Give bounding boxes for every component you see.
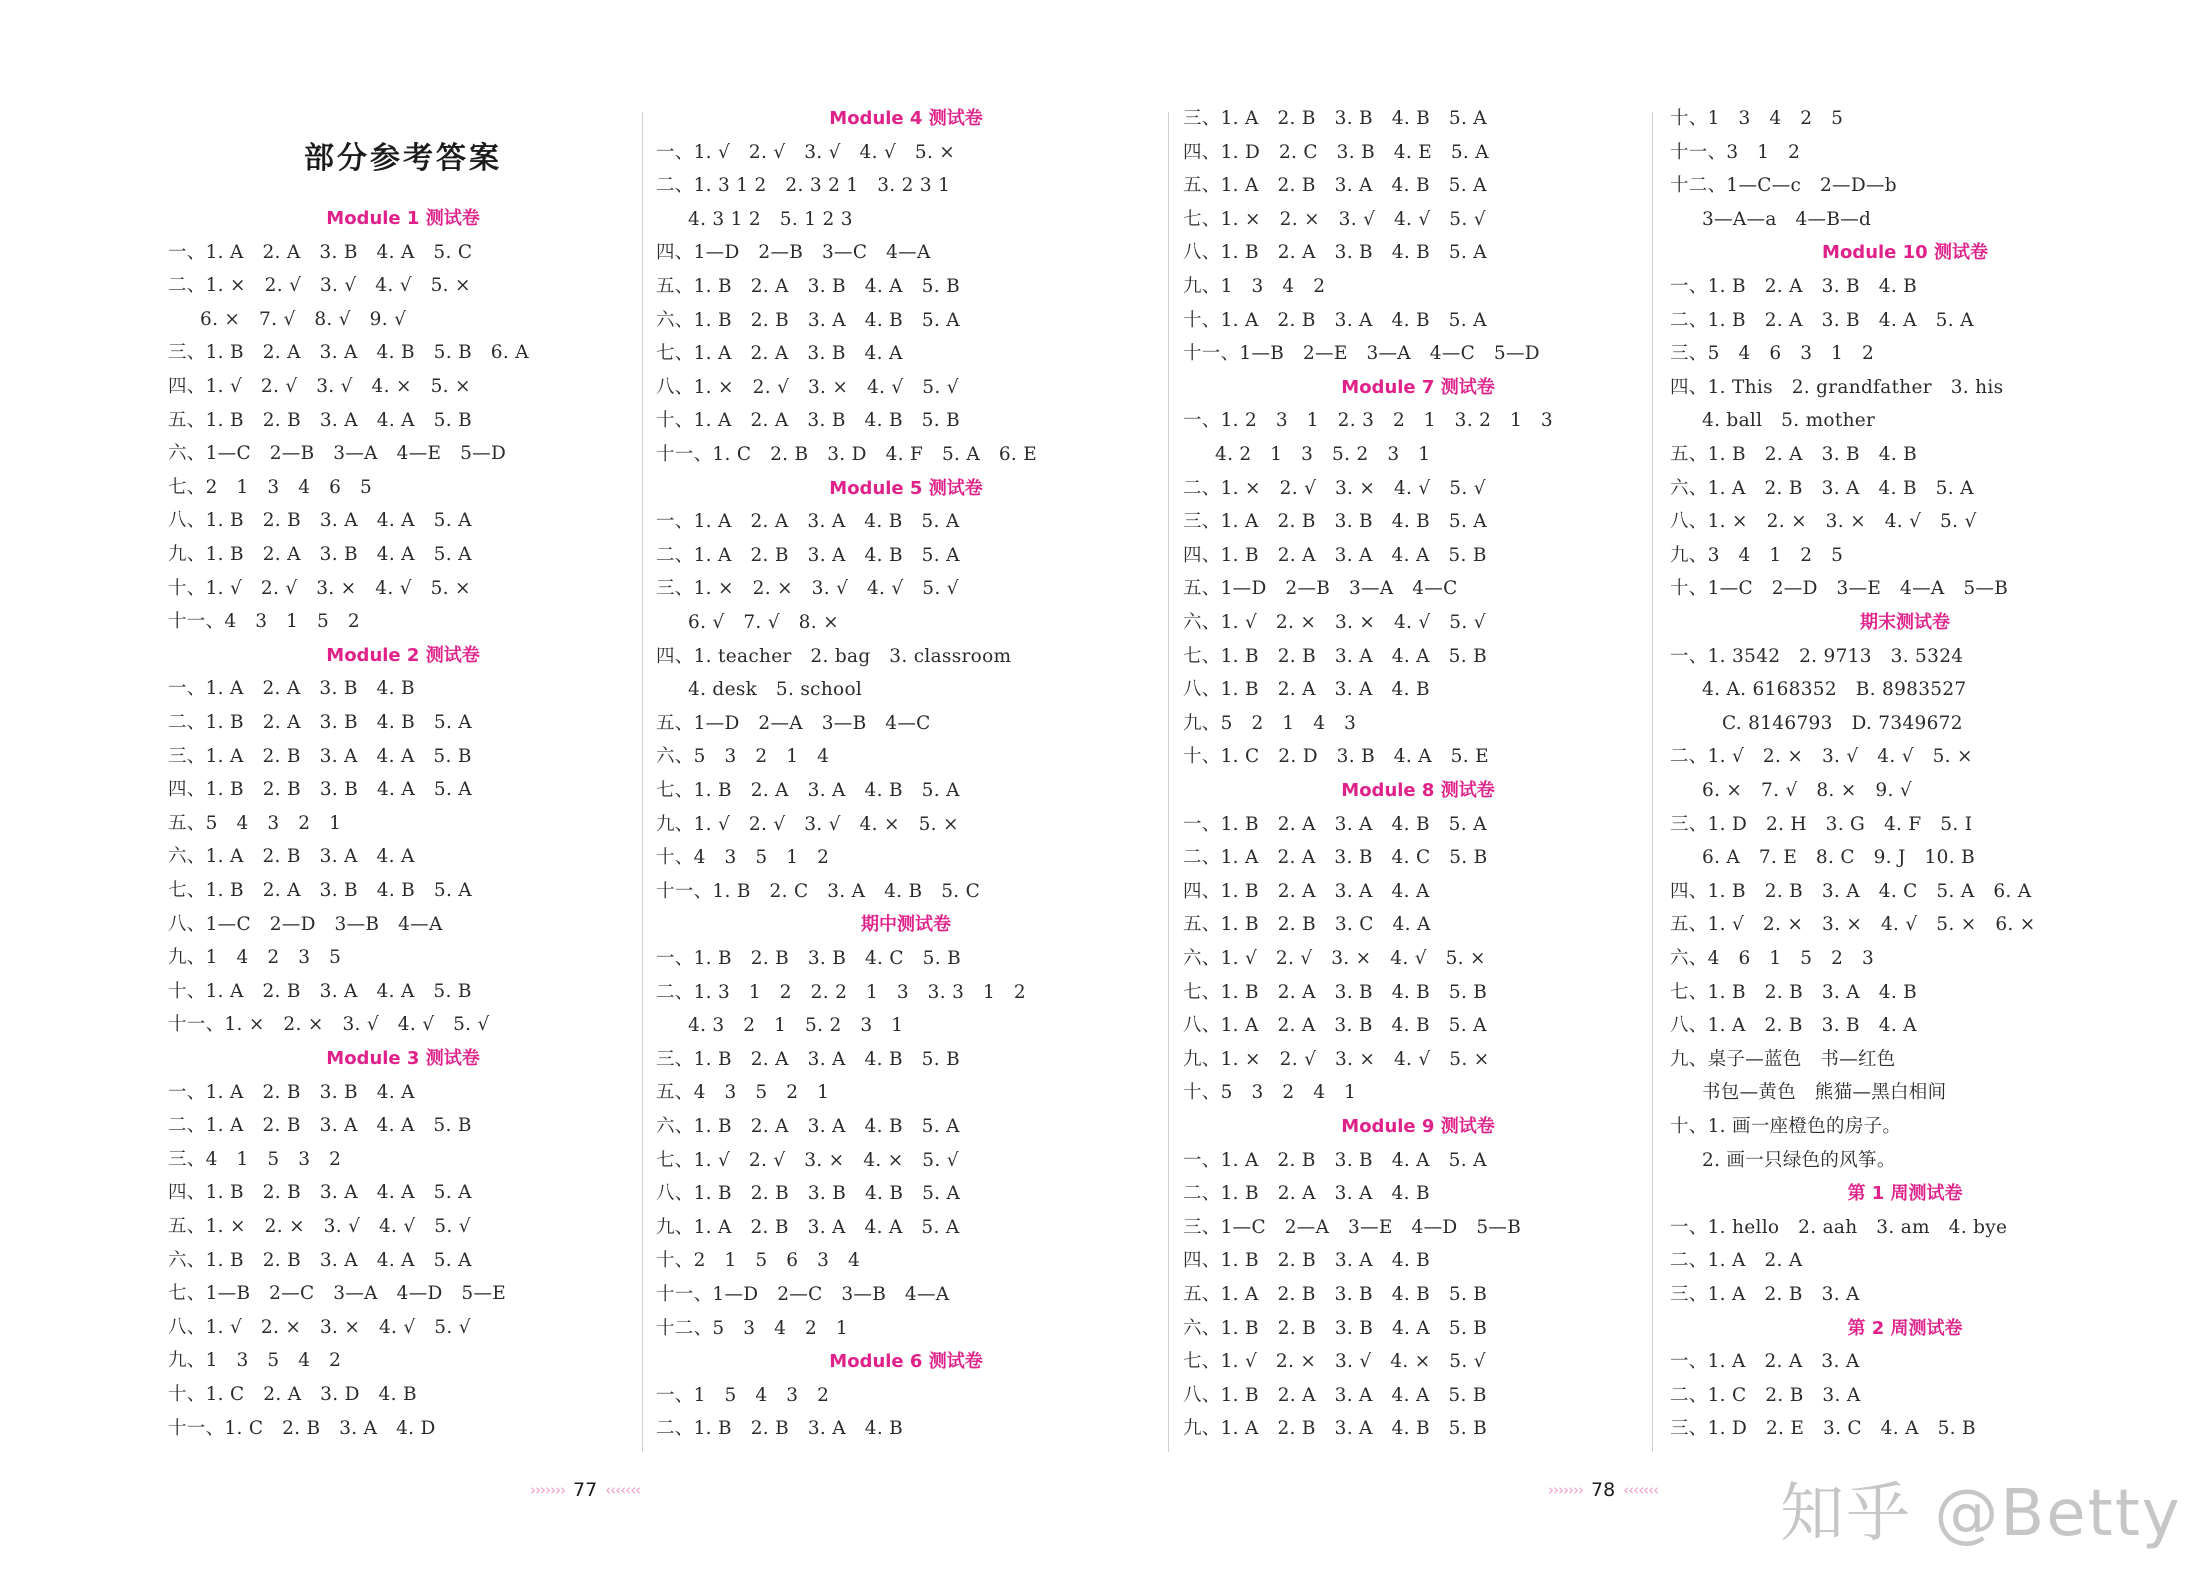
answer-line: 三、1. A 2. B 3. B 4. B 5. A: [1183, 108, 1487, 129]
answer-line: 七、1. × 2. × 3. √ 4. √ 5. √: [1183, 209, 1486, 230]
answer-line: 二、1. C 2. B 3. A: [1670, 1385, 1861, 1406]
answer-line: 二、1. A 2. B 3. A 4. A 5. B: [168, 1115, 472, 1136]
answer-line: 五、1—D 2—B 3—A 4—C: [1183, 578, 1458, 599]
page-gutter: [1168, 112, 1169, 1452]
answer-line: 十、1. √ 2. √ 3. × 4. √ 5. ×: [168, 578, 471, 599]
answer-line: 6. A 7. E 8. C 9. J 10. B: [1702, 847, 1975, 868]
answer-line: 六、5 3 2 1 4: [656, 746, 830, 767]
watermark: 知乎 @Betty: [1780, 1477, 2182, 1551]
page-number-right: [1548, 1478, 1658, 1502]
decorative-arrows-icon: ‹‹‹‹‹‹‹: [1623, 1481, 1659, 1499]
section-heading: Module 3 测试卷: [326, 1048, 480, 1069]
answer-line: 八、1. A 2. A 3. B 4. B 5. A: [1183, 1015, 1487, 1036]
answer-line: 二、1. A 2. A 3. B 4. C 5. B: [1183, 847, 1488, 868]
answer-line: 三、1. A 2. B 3. A: [1670, 1284, 1860, 1305]
answer-line: 十、1 3 4 2 5: [1670, 108, 1844, 129]
answer-line: 五、4 3 5 2 1: [656, 1082, 830, 1103]
answer-line: 二、1. × 2. √ 3. × 4. √ 5. √: [1183, 478, 1486, 499]
answer-line: 四、1. B 2. B 3. B 4. A 5. A: [168, 779, 472, 800]
answer-line: 八、1. × 2. × 3. × 4. √ 5. √: [1670, 511, 1977, 532]
section-heading: Module 5 测试卷: [829, 478, 983, 499]
answer-line: 一、1. B 2. A 3. B 4. B: [1670, 276, 1918, 297]
section-heading: 期中测试卷: [861, 914, 951, 935]
answer-line: 四、1. B 2. B 3. A 4. C 5. A 6. A: [1670, 881, 2032, 902]
answer-line: 八、1. √ 2. × 3. × 4. √ 5. √: [168, 1317, 471, 1338]
answer-line: 二、1. 3 1 2 2. 3 2 1 3. 2 3 1: [656, 175, 951, 196]
answer-line: 4. A. 6168352 B. 8983527: [1702, 679, 1967, 700]
answer-line: 十、1. A 2. A 3. B 4. B 5. B: [656, 410, 960, 431]
answer-line: 4. ball 5. mother: [1702, 410, 1876, 431]
answer-line: 6. √ 7. √ 8. ×: [688, 612, 839, 633]
answer-line: 七、1. B 2. A 3. B 4. B 5. B: [1183, 982, 1488, 1003]
answer-line: 十一、1. × 2. × 3. √ 4. √ 5. √: [168, 1014, 490, 1035]
answer-line: 一、1. hello 2. aah 3. am 4. bye: [1670, 1217, 2008, 1238]
answer-line: 五、1. A 2. B 3. B 4. B 5. B: [1183, 1284, 1488, 1305]
answer-line: 4. 3 2 1 5. 2 3 1: [688, 1015, 904, 1036]
answer-line: 七、1. B 2. A 3. A 4. B 5. A: [656, 780, 960, 801]
answer-line: 十一、3 1 2: [1670, 142, 1801, 163]
page-number: 77: [573, 1479, 598, 1501]
answer-line: 二、1. A 2. A: [1670, 1250, 1803, 1271]
answer-line: 五、1. B 2. A 3. B 4. A 5. B: [656, 276, 960, 297]
answer-line: 五、1. B 2. B 3. A 4. A 5. B: [168, 410, 472, 431]
answer-line: 八、1—C 2—D 3—B 4—A: [168, 914, 443, 935]
answer-line: 七、2 1 3 4 6 5: [168, 477, 373, 498]
answer-line: 二、1. B 2. A 3. A 4. B: [1183, 1183, 1430, 1204]
answer-line: 一、1. A 2. A 3. A 4. B 5. A: [656, 511, 960, 532]
answer-line: 6. × 7. √ 8. × 9. √: [1702, 780, 1912, 801]
answer-line: 五、1. B 2. B 3. C 4. A: [1183, 914, 1431, 935]
answer-line: 八、1. B 2. A 3. A 4. B: [1183, 679, 1430, 700]
answer-line: 6. × 7. √ 8. √ 9. √: [200, 309, 407, 330]
answer-line: 四、1. teacher 2. bag 3. classroom: [656, 646, 1012, 667]
answer-line: 十、4 3 5 1 2: [656, 847, 830, 868]
section-heading: 第 2 周测试卷: [1847, 1318, 1963, 1339]
answer-line: 四、1. √ 2. √ 3. √ 4. × 5. ×: [168, 376, 471, 397]
section-heading: 第 1 周测试卷: [1847, 1183, 1963, 1204]
answer-line: 3—A—a 4—B—d: [1702, 209, 1872, 230]
answer-line: 七、1. B 2. A 3. B 4. B 5. A: [168, 880, 472, 901]
answer-line: 十一、1—B 2—E 3—A 4—C 5—D: [1183, 343, 1540, 364]
answer-line: 4. desk 5. school: [688, 679, 863, 700]
answer-line: 九、3 4 1 2 5: [1670, 545, 1844, 566]
answer-line: 九、1. B 2. A 3. B 4. A 5. A: [168, 544, 472, 565]
answer-line: 九、1. A 2. B 3. A 4. A 5. A: [656, 1217, 960, 1238]
answer-line: 四、1. B 2. A 3. A 4. A 5. B: [1183, 545, 1487, 566]
answer-line: 一、1 5 4 3 2: [656, 1385, 830, 1406]
section-heading: Module 9 测试卷: [1341, 1116, 1495, 1137]
answer-line: 二、1. B 2. A 3. B 4. A 5. A: [1670, 310, 1974, 331]
answer-line: C. 8146793 D. 7349672: [1722, 713, 1963, 734]
answer-line: 三、4 1 5 3 2: [168, 1149, 342, 1170]
answer-line: 四、1. B 2. B 3. A 4. B: [1183, 1250, 1431, 1271]
answer-line: 2. 画一只绿色的风筝。: [1702, 1150, 1896, 1171]
answer-line: 八、1. B 2. B 3. B 4. B 5. A: [656, 1183, 961, 1204]
answer-line: 六、4 6 1 5 2 3: [1670, 948, 1875, 969]
answer-line: 一、1. A 2. A 3. A: [1670, 1351, 1860, 1372]
answer-line: 十一、4 3 1 5 2: [168, 611, 360, 632]
answer-line: 一、1. A 2. B 3. B 4. A 5. A: [1183, 1150, 1487, 1171]
answer-line: 四、1. B 2. B 3. A 4. A 5. A: [168, 1182, 472, 1203]
page-number-left: [530, 1478, 640, 1502]
answer-line: 九、1 3 5 4 2: [168, 1350, 342, 1371]
answer-line: 十、1—C 2—D 3—E 4—A 5—B: [1670, 578, 2009, 599]
page-title: 部分参考答案: [304, 141, 502, 176]
section-heading: 期末测试卷: [1860, 612, 1950, 633]
answer-line: 五、1. × 2. × 3. √ 4. √ 5. √: [168, 1216, 471, 1237]
answer-line: 六、1. B 2. A 3. A 4. B 5. A: [656, 1116, 960, 1137]
answer-line: 十、1. C 2. A 3. D 4. B: [168, 1384, 417, 1405]
section-heading: Module 8 测试卷: [1341, 780, 1495, 801]
answer-line: 九、1 3 4 2: [1183, 276, 1326, 297]
answer-line: 六、1. √ 2. √ 3. × 4. √ 5. ×: [1183, 948, 1486, 969]
answer-line: 十、1. C 2. D 3. B 4. A 5. E: [1183, 746, 1489, 767]
column-divider: [1652, 112, 1653, 1452]
answer-line: 二、1. A 2. B 3. A 4. B 5. A: [656, 545, 960, 566]
answer-line: 一、1. A 2. A 3. B 4. B: [168, 678, 415, 699]
decorative-arrows-icon: ‹‹‹‹‹‹‹: [605, 1481, 641, 1499]
answer-line: 六、1. B 2. B 3. A 4. B 5. A: [656, 310, 960, 331]
answer-line: 二、1. B 2. B 3. A 4. B: [656, 1418, 904, 1439]
answer-line: 一、1. B 2. A 3. A 4. B 5. A: [1183, 814, 1487, 835]
answer-line: 二、1. × 2. √ 3. √ 4. √ 5. ×: [168, 275, 471, 296]
answer-line: 三、1—C 2—A 3—E 4—D 5—B: [1183, 1217, 1522, 1238]
answer-line: 六、1—C 2—B 3—A 4—E 5—D: [168, 443, 507, 464]
answer-line: 4. 2 1 3 5. 2 3 1: [1215, 444, 1431, 465]
decorative-arrows-icon: ›››››››: [530, 1481, 565, 1499]
answer-line: 十一、1. C 2. B 3. A 4. D: [168, 1418, 436, 1439]
answer-line: 十一、1. C 2. B 3. D 4. F 5. A 6. E: [656, 444, 1038, 465]
answer-line: 九、5 2 1 4 3: [1183, 713, 1357, 734]
answer-line: 九、桌子—蓝色 书—红色: [1670, 1049, 1896, 1070]
answer-line: 书包—黄色 熊猫—黑白相间: [1702, 1082, 1947, 1103]
answer-line: 七、1. B 2. B 3. A 4. B: [1670, 982, 1918, 1003]
decorative-arrows-icon: ›››››››: [1548, 1481, 1583, 1499]
answer-line: 二、1. √ 2. × 3. √ 4. √ 5. ×: [1670, 746, 1973, 767]
answer-line: 七、1—B 2—C 3—A 4—D 5—E: [168, 1283, 507, 1304]
answer-line: 四、1. This 2. grandfather 3. his: [1670, 377, 2004, 398]
answer-line: 十一、1. B 2. C 3. A 4. B 5. C: [656, 881, 981, 902]
answer-line: 一、1. 3542 2. 9713 3. 5324: [1670, 646, 1964, 667]
section-heading: Module 4 测试卷: [829, 108, 983, 129]
answer-line: 四、1—D 2—B 3—C 4—A: [656, 242, 931, 263]
answer-line: 五、1—D 2—A 3—B 4—C: [656, 713, 931, 734]
answer-line: 九、1. × 2. √ 3. × 4. √ 5. ×: [1183, 1049, 1490, 1070]
answer-line: 十、2 1 5 6 3 4: [656, 1250, 861, 1271]
answer-line: 4. 3 1 2 5. 1 2 3: [688, 209, 853, 230]
answer-line: 三、5 4 6 3 1 2: [1670, 343, 1875, 364]
answer-line: 三、1. D 2. H 3. G 4. F 5. I: [1670, 814, 1973, 835]
answer-line: 七、1. B 2. B 3. A 4. A 5. B: [1183, 646, 1487, 667]
answer-line: 四、1. B 2. A 3. A 4. A: [1183, 881, 1430, 902]
answer-line: 六、1. B 2. B 3. A 4. A 5. A: [168, 1250, 472, 1271]
answer-line: 六、1. A 2. B 3. A 4. A: [168, 846, 415, 867]
answer-line: 三、1. B 2. A 3. A 4. B 5. B: [656, 1049, 960, 1070]
answer-line: 一、1. B 2. B 3. B 4. C 5. B: [656, 948, 961, 969]
answer-line: 三、1. A 2. B 3. A 4. A 5. B: [168, 746, 472, 767]
answer-line: 四、1. D 2. C 3. B 4. E 5. A: [1183, 142, 1489, 163]
section-heading: Module 6 测试卷: [829, 1351, 983, 1372]
column-divider: [642, 112, 643, 1452]
answer-line: 八、1. B 2. B 3. A 4. A 5. A: [168, 510, 472, 531]
answer-line: 一、1. √ 2. √ 3. √ 4. √ 5. ×: [656, 142, 956, 163]
answer-line: 八、1. A 2. B 3. B 4. A: [1670, 1015, 1917, 1036]
answer-line: 六、1. A 2. B 3. A 4. B 5. A: [1670, 478, 1974, 499]
answer-line: 七、1. A 2. A 3. B 4. A: [656, 343, 903, 364]
section-heading: Module 1 测试卷: [326, 208, 480, 229]
answer-line: 三、1. A 2. B 3. B 4. B 5. A: [1183, 511, 1487, 532]
answer-line: 一、1. A 2. A 3. B 4. A 5. C: [168, 242, 473, 263]
answer-line: 十二、5 3 4 2 1: [656, 1318, 848, 1339]
answer-line: 一、1. 2 3 1 2. 3 2 1 3. 2 1 3: [1183, 410, 1553, 431]
answer-line: 五、1. B 2. A 3. B 4. B: [1670, 444, 1918, 465]
answer-line: 八、1. B 2. A 3. B 4. B 5. A: [1183, 242, 1487, 263]
answer-line: 八、1. × 2. √ 3. × 4. √ 5. √: [656, 377, 959, 398]
page-number: 78: [1591, 1479, 1616, 1501]
answer-line: 八、1. B 2. A 3. A 4. A 5. B: [1183, 1385, 1487, 1406]
section-heading: Module 7 测试卷: [1341, 377, 1495, 398]
answer-line: 十一、1—D 2—C 3—B 4—A: [656, 1284, 950, 1305]
answer-line: 三、1. D 2. E 3. C 4. A 5. B: [1670, 1418, 1976, 1439]
answer-line: 六、1. B 2. B 3. B 4. A 5. B: [1183, 1318, 1488, 1339]
answer-line: 十、1. 画一座橙色的房子。: [1670, 1116, 1902, 1137]
answer-line: 二、1. B 2. A 3. B 4. B 5. A: [168, 712, 472, 733]
section-heading: Module 2 测试卷: [326, 645, 480, 666]
answer-line: 十二、1—C—c 2—D—b: [1670, 175, 1897, 196]
answer-line: 九、1. A 2. B 3. A 4. B 5. B: [1183, 1418, 1487, 1439]
answer-line: 二、1. 3 1 2 2. 2 1 3 3. 3 1 2: [656, 982, 1026, 1003]
answer-line: 三、1. B 2. A 3. A 4. B 5. B 6. A: [168, 342, 529, 363]
answer-line: 十、5 3 2 4 1: [1183, 1082, 1357, 1103]
answer-line: 十、1. A 2. B 3. A 4. B 5. A: [1183, 310, 1487, 331]
answer-line: 七、1. √ 2. √ 3. × 4. × 5. √: [656, 1150, 959, 1171]
answer-line: 九、1. √ 2. √ 3. √ 4. × 5. ×: [656, 814, 959, 835]
answer-line: 七、1. √ 2. × 3. √ 4. × 5. √: [1183, 1351, 1486, 1372]
answer-line: 十、1. A 2. B 3. A 4. A 5. B: [168, 981, 472, 1002]
answer-line: 五、5 4 3 2 1: [168, 813, 342, 834]
section-heading: Module 10 测试卷: [1822, 242, 1988, 263]
answer-line: 六、1. √ 2. × 3. × 4. √ 5. √: [1183, 612, 1486, 633]
answer-line: 一、1. A 2. B 3. B 4. A: [168, 1082, 415, 1103]
answer-line: 五、1. √ 2. × 3. × 4. √ 5. × 6. ×: [1670, 914, 2036, 935]
answer-line: 五、1. A 2. B 3. A 4. B 5. A: [1183, 175, 1487, 196]
answer-line: 三、1. × 2. × 3. √ 4. √ 5. √: [656, 578, 959, 599]
answer-line: 九、1 4 2 3 5: [168, 947, 342, 968]
